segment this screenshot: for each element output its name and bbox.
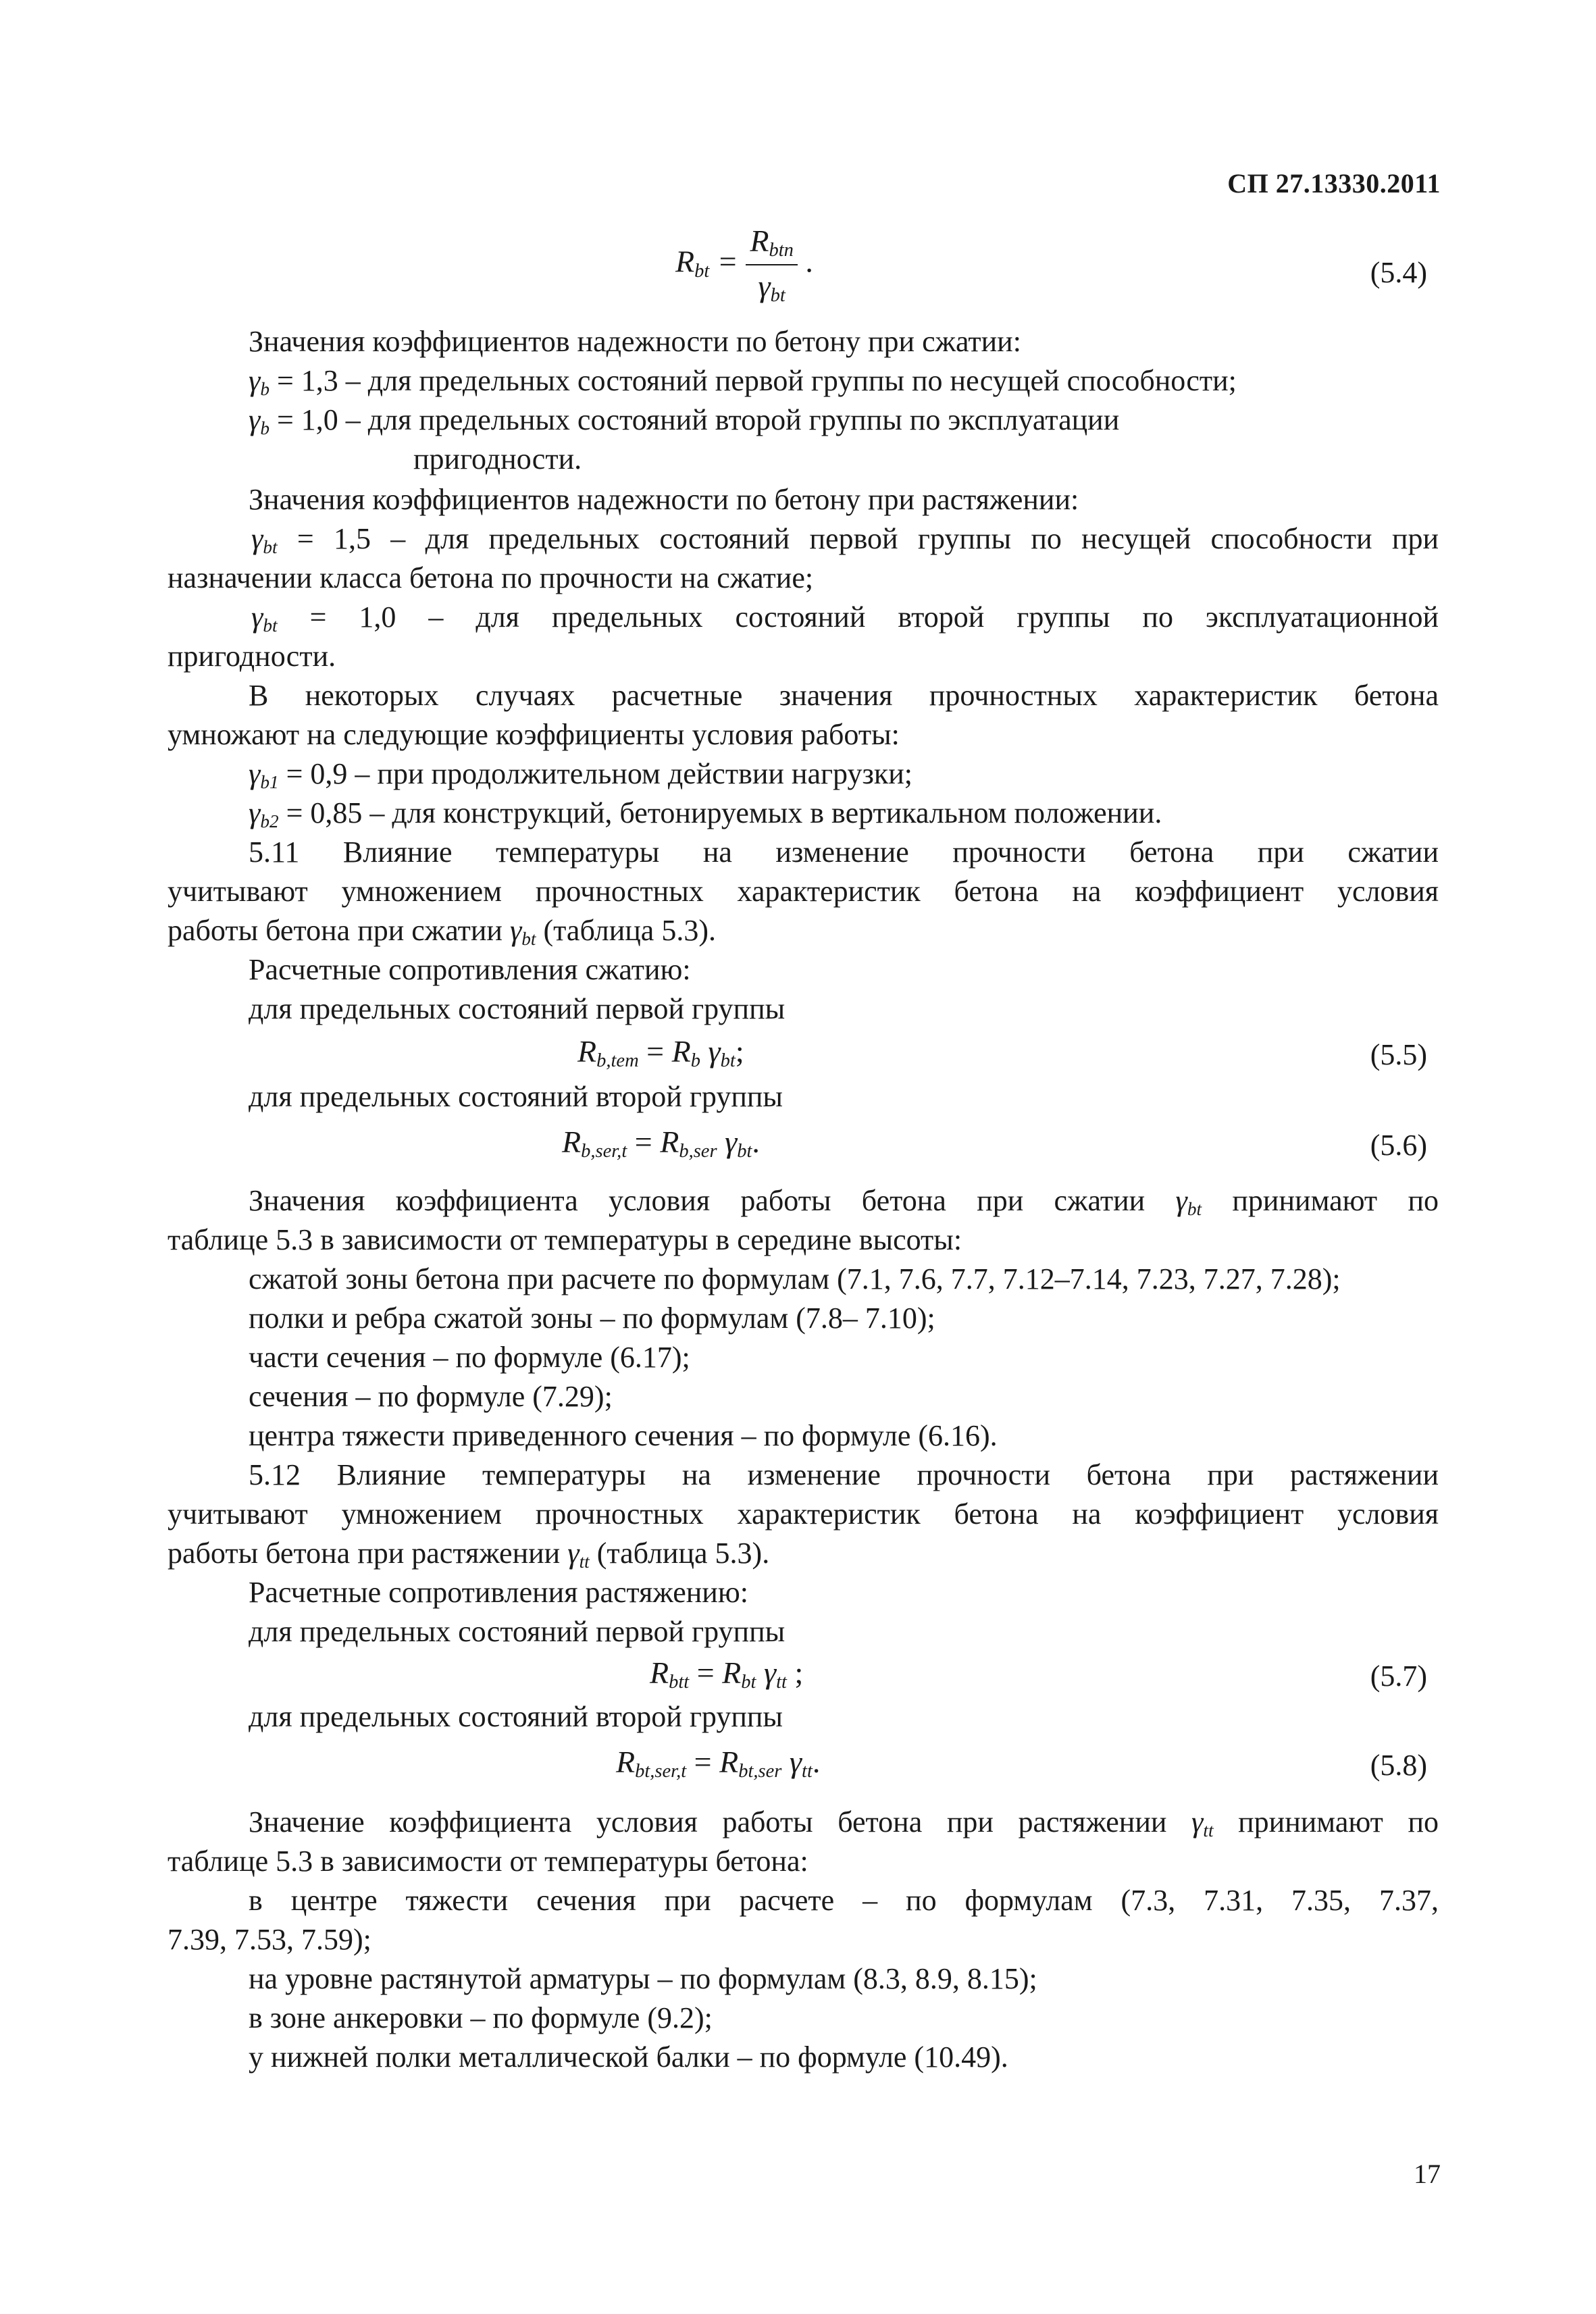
section-5-12-l3: работы бетона при растяжении $\gamma_{tt}$ (таблица 5.3). (168, 1537, 770, 1572)
paragraph-tension-coef-l1: Значение коэффициента условия работы бетона при растяжении $\gamma_{tt}$ принимают по (249, 1805, 1439, 1841)
section-5-11-l3: работы бетона при сжатии $\gamma_{bt}$ (таблица 5.3). (168, 914, 716, 949)
list-item: полки и ребра сжатой зоны – по формулам (7.8– 7.10); (249, 1302, 935, 1335)
list-item: центра тяжести приведенного сечения – по формуле (6.16). (249, 1419, 998, 1452)
section-5-12-l1: 5.12 Влияние температуры на изменение прочности бетона при растяжении (249, 1458, 1439, 1491)
paragraph-compression-coef-l2: таблице 5.3 в зависимости от температуры в середине высоты: (168, 1223, 962, 1256)
equation-number-5-7: (5.7) (1370, 1660, 1427, 1693)
equation-5-7: $R_{btt} = R_{bt}$ $\gamma_{tt}$ ; (650, 1655, 804, 1693)
coef-gamma-bt-2: $\gamma_{bt} = 1,0$ – для предельных состояний второй группы по эксплуатационной (251, 600, 1439, 636)
list-item: части сечения – по формуле (6.17); (249, 1341, 690, 1374)
equation-number-5-5: (5.5) (1370, 1038, 1427, 1071)
list-item: в зоне анкеровки – по формуле (9.2); (249, 2001, 713, 2034)
section-5-11-l1: 5.11 Влияние температуры на изменение прочности бетона при сжатии (249, 835, 1439, 869)
compression-second-group: для предельных состояний второй группы (249, 1080, 783, 1113)
list-item-cont: 7.39, 7.53, 7.59); (168, 1923, 371, 1956)
equation-number-5-4: (5.4) (1370, 256, 1427, 289)
list-item: на уровне растянутой арматуры – по формулам (8.3, 8.9, 8.15); (249, 1962, 1037, 1995)
paragraph-tension-safety: Значения коэффициентов надежности по бетону при растяжении: (249, 483, 1079, 516)
coef-gamma-b-1: $\gamma_b = 1,3$ – для предельных состояний первой группы по несущей способности; (249, 364, 1237, 399)
page-number: 17 (1414, 2159, 1441, 2189)
section-5-12-l2: учитывают умножением прочностных характеристик бетона на коэффициент условия (168, 1497, 1439, 1531)
equation-5-6: $R_{b,ser,t} = R_{b,ser}$ $\gamma_{bt}$. (562, 1125, 760, 1162)
list-item: в центре тяжести сечения при расчете – по формулам (7.3, 7.31, 7.35, 7.37, (249, 1884, 1439, 1917)
coef-gamma-bt-1: $\gamma_{bt} = 1,5$ – для предельных состояний первой группы по несущей способности при (251, 522, 1439, 557)
coef-gamma-b1: $\gamma_{b1} = 0,9$ – при продолжительном действии нагрузки; (249, 757, 913, 792)
section-5-11-l2: учитывают умножением прочностных характеристик бетона на коэффициент условия (168, 875, 1439, 908)
equation-5-8: $R_{bt,ser,t} = R_{bt,ser}$ $\gamma_{tt}$. (616, 1745, 821, 1782)
list-item: сжатой зоны бетона при расчете по формулам (7.1, 7.6, 7.7, 7.12–7.14, 7.23, 7.27, 7.28); (249, 1262, 1341, 1295)
list-item: у нижней полки металлической балки – по формуле (10.49). (249, 2040, 1008, 2074)
coef-gamma-b2: $\gamma_{b2} = 0,85$ – для конструкций, бетонируемых в вертикальном положении. (249, 796, 1162, 831)
list-item: сечения – по формуле (7.29); (249, 1380, 613, 1413)
equation-5-5: $R_{b,tem} = R_b$ $\gamma_{bt}$; (577, 1034, 744, 1072)
paragraph-work-conditions-l1: В некоторых случаях расчетные значения прочностных характеристик бетона (249, 679, 1439, 712)
tension-second-group: для предельных состояний второй группы (249, 1700, 783, 1733)
coef-gamma-b-2-cont: пригодности. (413, 442, 582, 475)
tension-resistance-heading: Расчетные сопротивления растяжению: (249, 1576, 748, 1609)
equation-number-5-6: (5.6) (1370, 1129, 1427, 1162)
paragraph-compression-coef-l1: Значения коэффициента условия работы бетона при сжатии $\gamma_{bt}$ принимают по (249, 1184, 1439, 1219)
paragraph-work-conditions-l2: умножают на следующие коэффициенты условия работы: (168, 718, 900, 751)
compression-resistance-heading: Расчетные сопротивления сжатию: (249, 953, 691, 986)
paragraph-compression-safety: Значения коэффициентов надежности по бетону при сжатии: (249, 325, 1021, 358)
coef-gamma-b-2: $\gamma_b = 1,0$ – для предельных состояний второй группы по эксплуатации (249, 403, 1120, 438)
tension-first-group: для предельных состояний первой группы (249, 1615, 786, 1648)
compression-first-group: для предельных состояний первой группы (249, 992, 786, 1025)
document-header: СП 27.13330.2011 (1227, 168, 1441, 199)
coef-gamma-bt-2-cont: пригодности. (168, 640, 336, 673)
paragraph-tension-coef-l2: таблице 5.3 в зависимости от температуры бетона: (168, 1845, 808, 1878)
equation-number-5-8: (5.8) (1370, 1749, 1427, 1782)
equation-5-4: $R_{bt}$ = $\frac{R_{btn}}{\gamma_{bt}}$ . (675, 224, 813, 307)
coef-gamma-bt-1-cont: назначении класса бетона по прочности на сжатие; (168, 561, 814, 594)
